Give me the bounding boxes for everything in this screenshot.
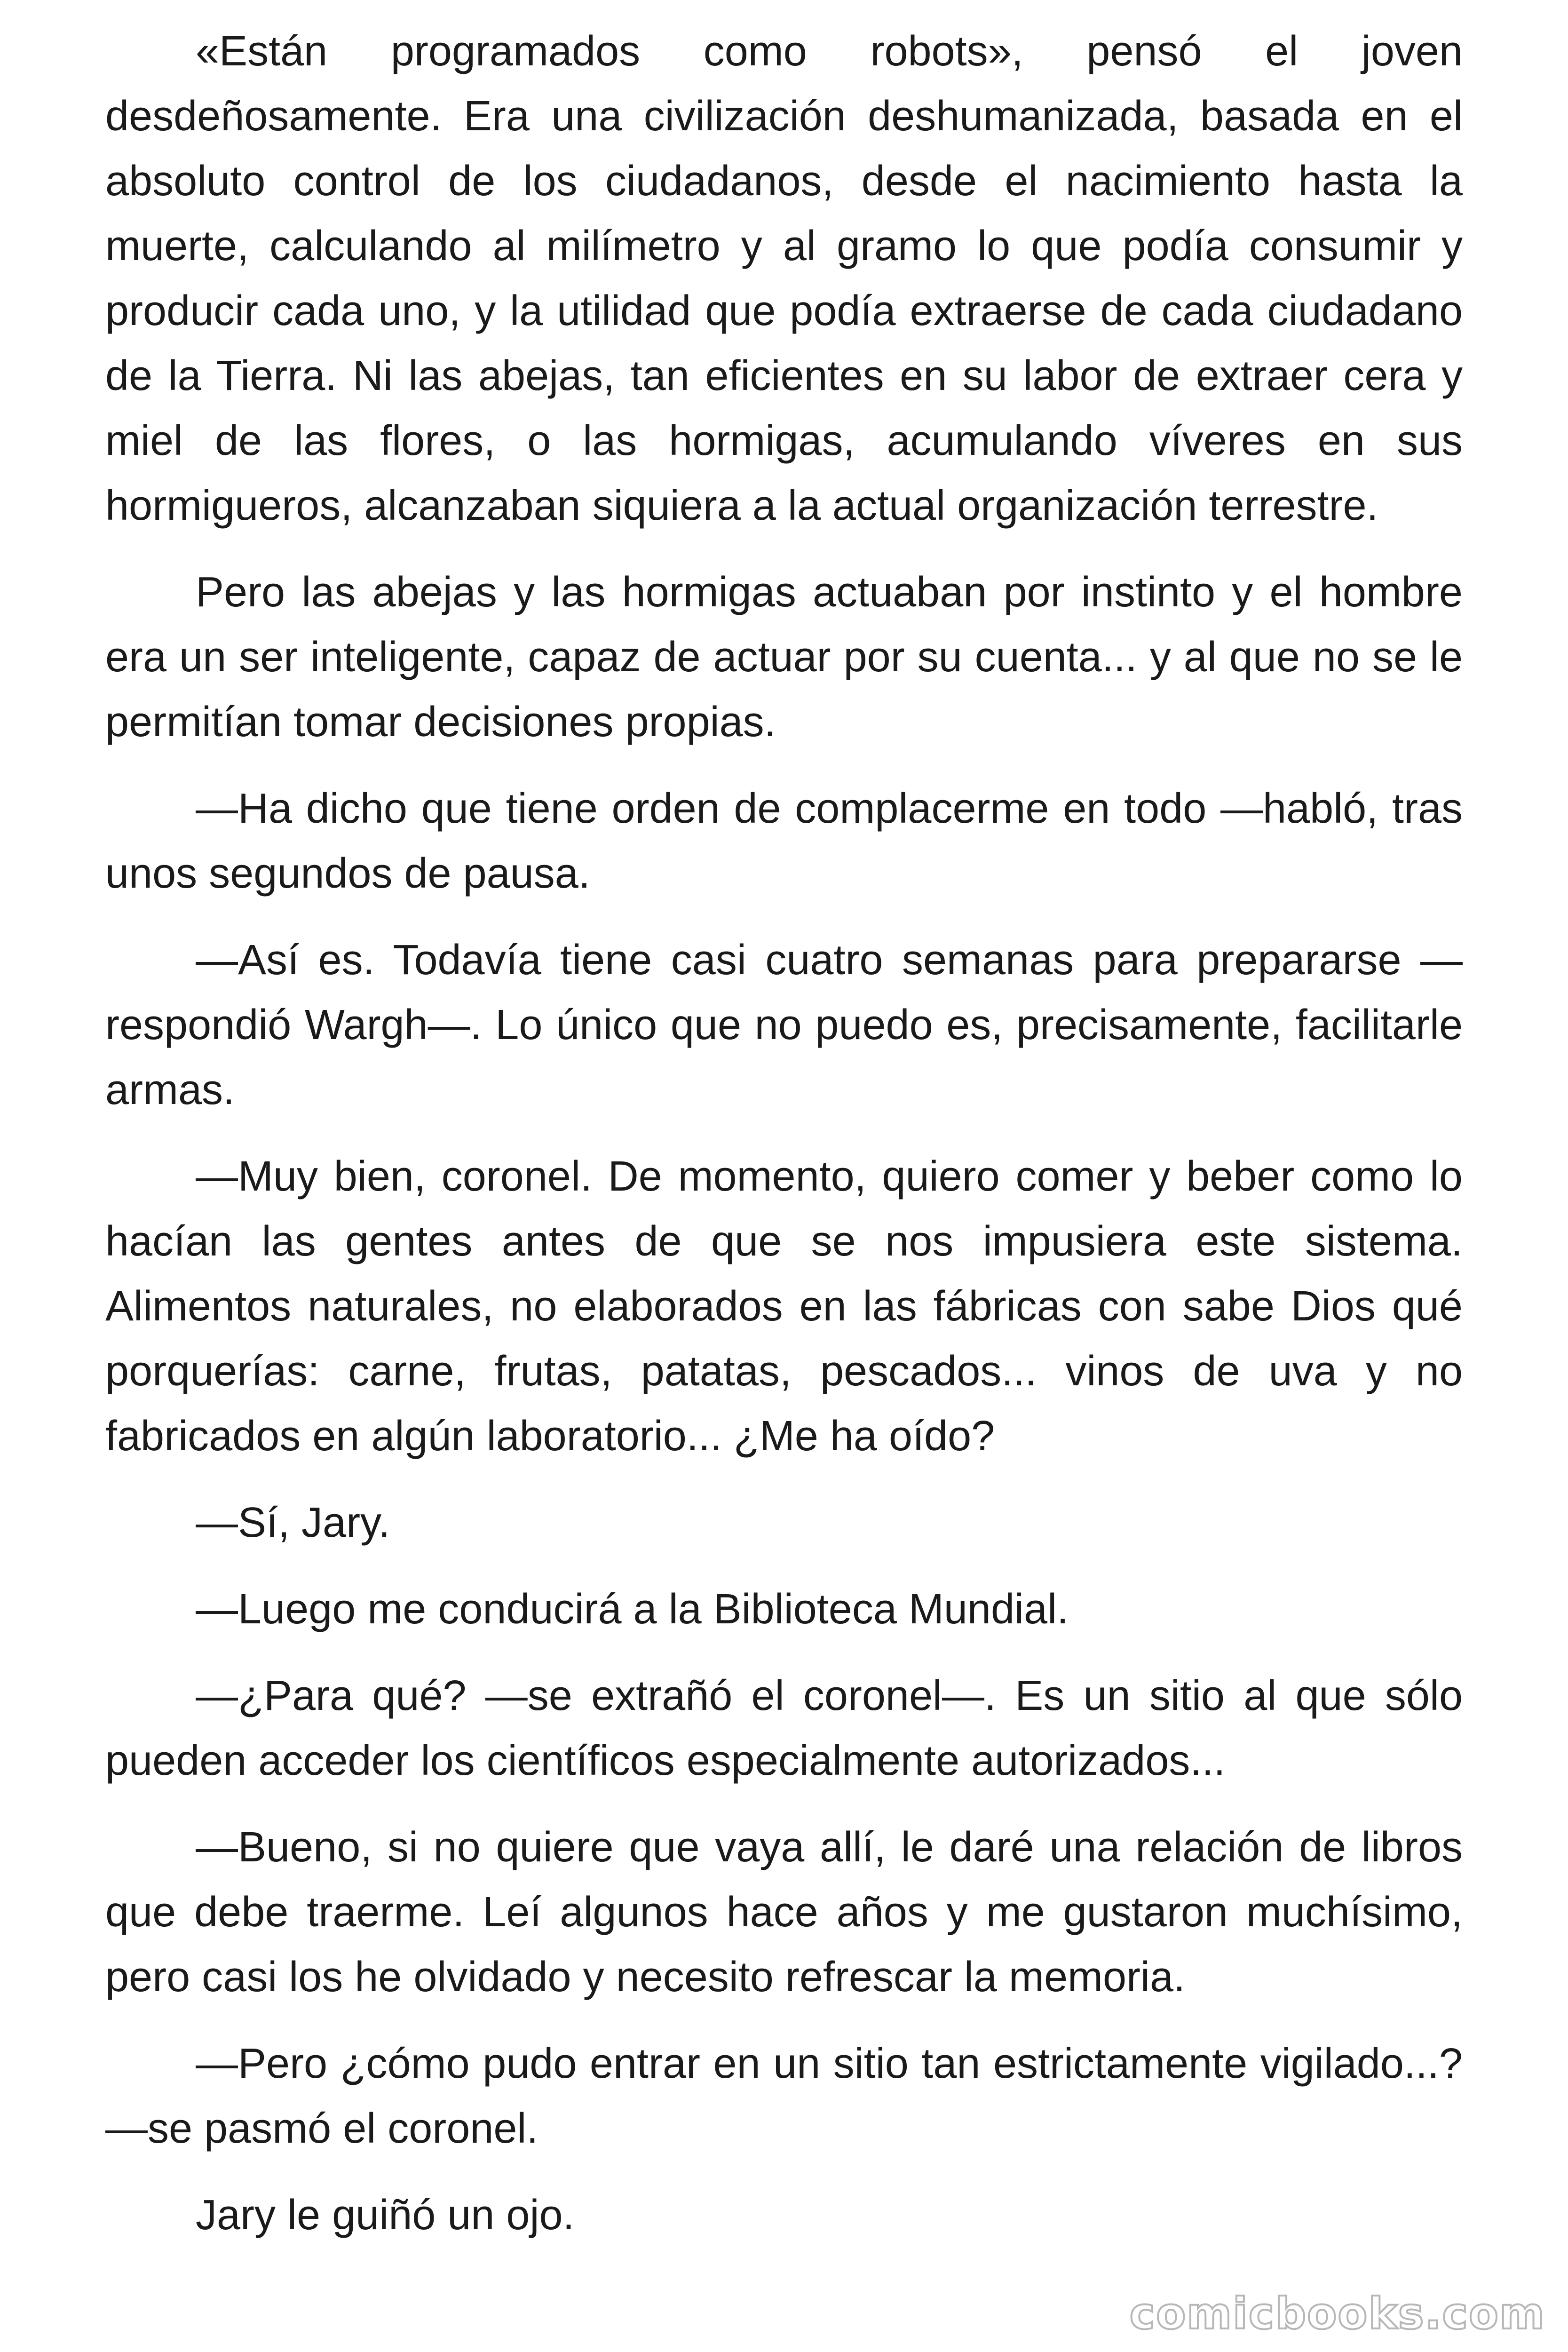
book-page-text [105,19,1463,2248]
paragraph: «Están programados como robots», pensó el joven desdeñosamente. Era una civilización deshumanizada, basada en el absoluto control de los ciudadanos, desde el nacimiento hasta la muerte, calculando al milímetro y al gramo lo que podía consumir y producir cada uno, y la utilidad que podía extraerse de cada ciudadano de la Tierra. Ni las abejas, tan eficientes en su labor de extraer cera y miel de las flores, o las hormigas, acumulando víveres en sus hormigueros, alcanzaban siquiera a la actual organización terrestre. [105,28,1463,529]
paragraph: —Muy bien, coronel. De momento, quiero comer y beber como lo hacían las gentes antes de que se nos impusiera este sistema. Alimentos naturales, no elaborados en las fábricas con sabe Dios qué porquerías: carne, frutas, patatas, pescados... vinos de uva y no fabricados en algún laboratorio... ¿Me ha oído? [105,1153,1463,1460]
paragraph: Pero las abejas y las hormigas actuaban por instinto y el hombre era un ser inteligente, capaz de actuar por su cuenta... y al que no se le permitían tomar decisiones propias. [105,569,1463,746]
paragraph: —¿Para qué? —se extrañó el coronel—. Es un sitio al que sólo pueden acceder los científicos especialmente autorizados... [105,1672,1463,1784]
paragraph: —Luego me conducirá a la Biblioteca Mundial. [196,1586,1069,1633]
paragraph: —Bueno, si no quiere que vaya allí, le daré una relación de libros que debe traerme. Leí algunos hace años y me gustaron muchísimo, pero casi los he olvidado y necesito refrescar la memoria. [105,1824,1463,2001]
watermark: comicbooks.com [1129,2288,1545,2339]
paragraph: —Sí, Jary. [196,1499,390,1546]
paragraph: —Pero ¿cómo pudo entrar en un sitio tan estrictamente vigilado...? —se pasmó el coronel. [105,2040,1463,2152]
paragraph: —Ha dicho que tiene orden de complacerme en todo —habló, tras unos segundos de pausa. [105,785,1463,897]
paragraph: —Así es. Todavía tiene casi cuatro semanas para prepararse —respondió Wargh—. Lo único que no puedo es, precisamente, facilitarle armas. [105,937,1463,1113]
paragraph: Jary le guiñó un ojo. [196,2192,575,2239]
